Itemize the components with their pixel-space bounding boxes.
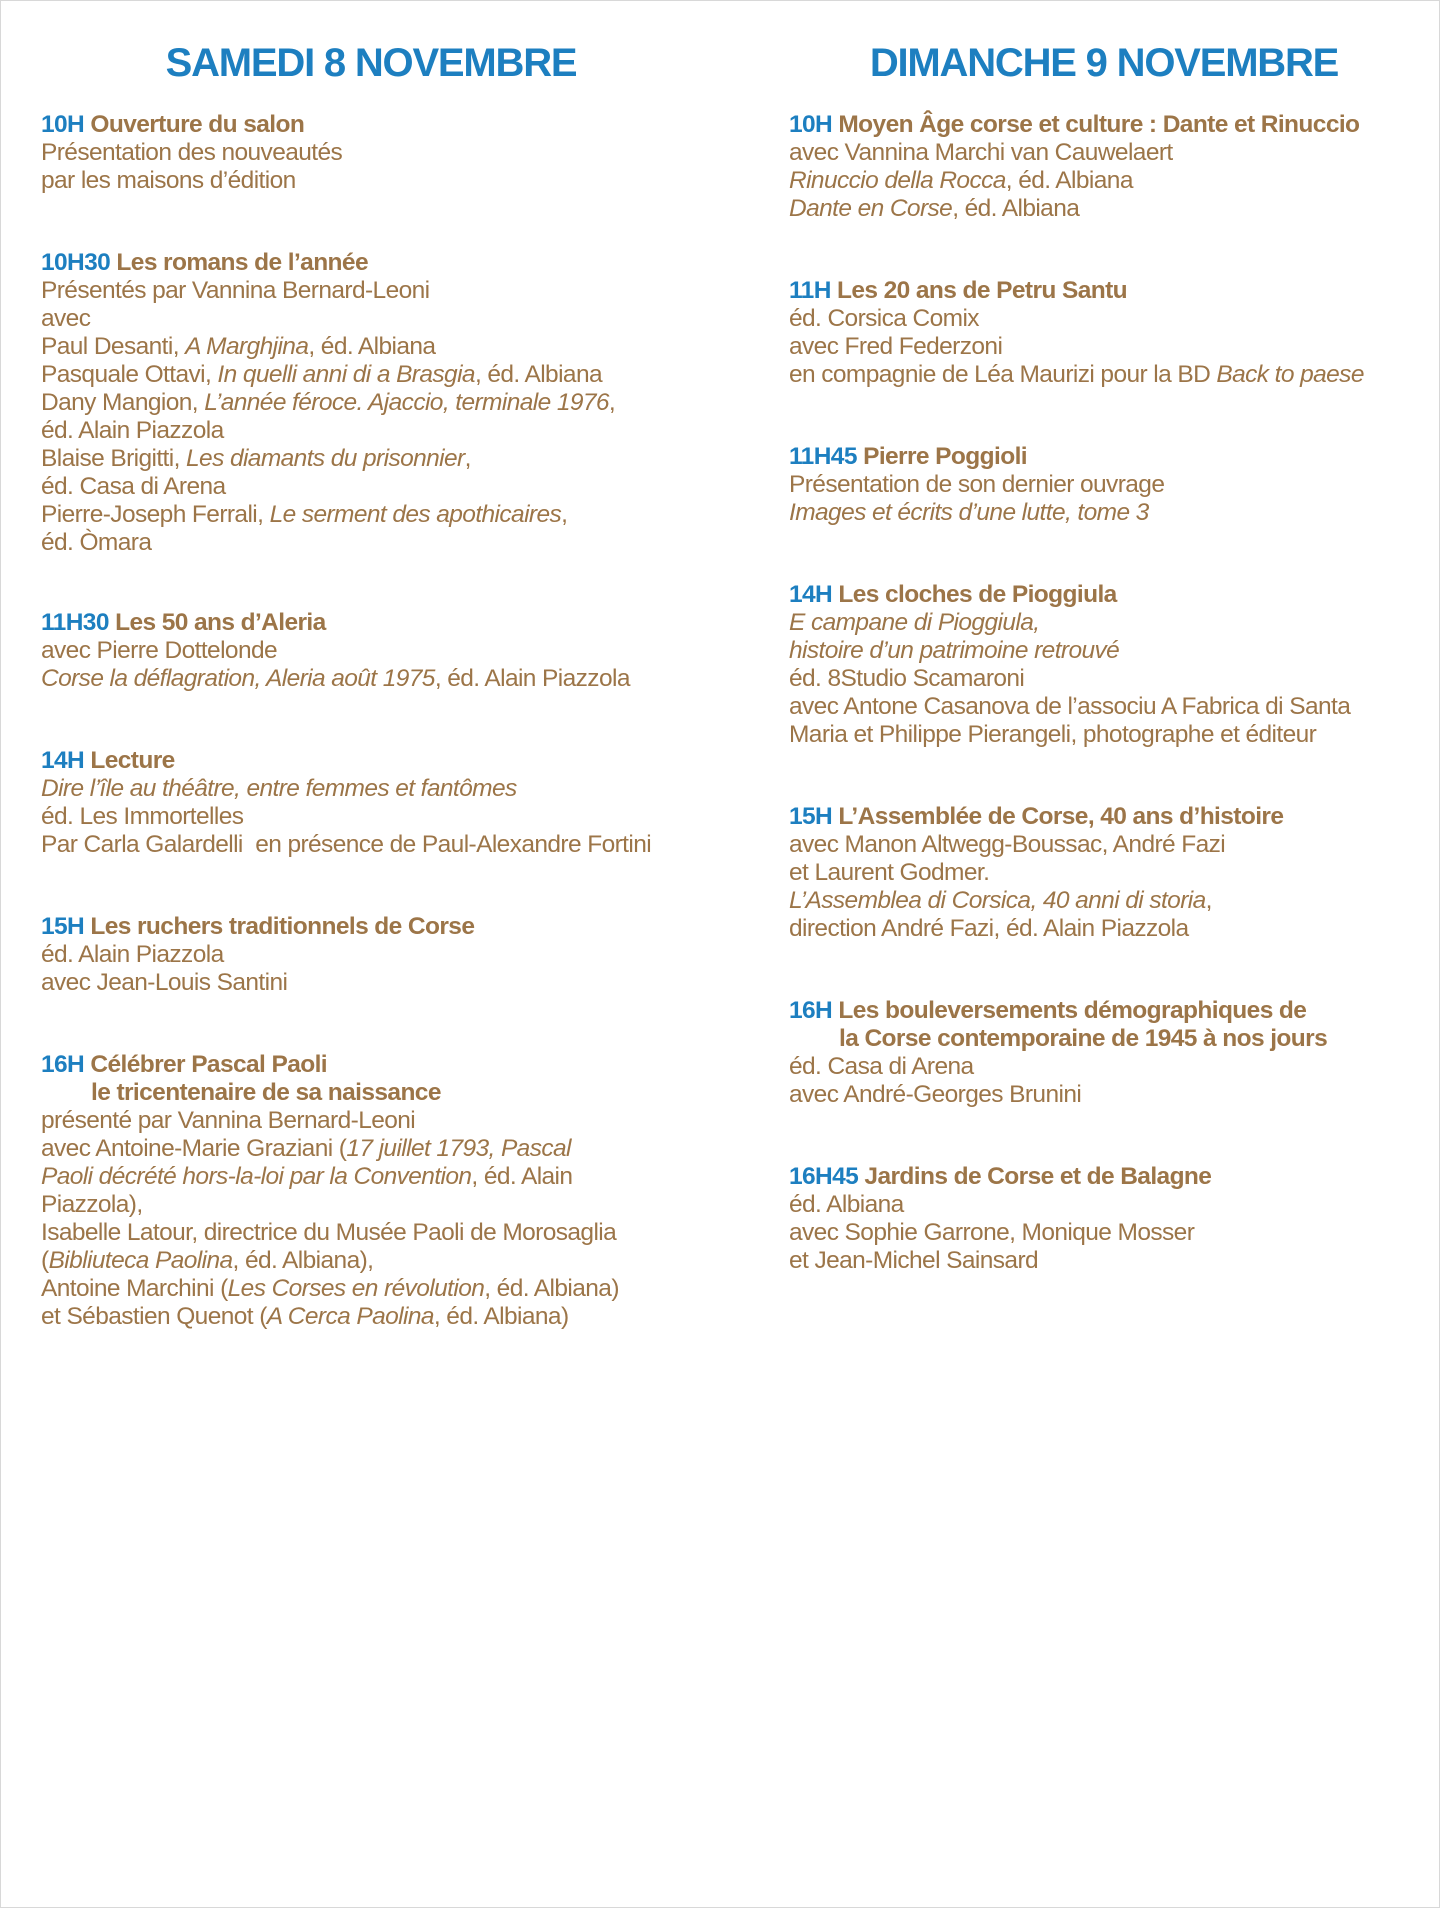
event-line: Par Carla Galardelli en présence de Paul-Alexandre Fortini — [41, 831, 652, 858]
program-event — [789, 277, 1364, 389]
event-title: Les ruchers traditionnels de Corse — [90, 913, 475, 940]
book-line: Pierre-Joseph Ferrali, Le serment des apothicaires, — [41, 501, 568, 528]
event-line: Dante en Corse, éd. Albiana — [789, 195, 1080, 222]
saturday-column — [41, 39, 721, 1330]
event-time: 11H30 — [41, 609, 109, 636]
event-time: 16H — [41, 1051, 85, 1078]
event-line: avec Antoine-Marie Graziani (17 juillet 1793, Pascal — [41, 1135, 571, 1162]
event-time: 16H — [789, 997, 833, 1024]
event-line: éd. Casa di Arena — [789, 1053, 974, 1080]
event-line: avec Fred Federzoni — [789, 333, 1003, 360]
event-title: Les 20 ans de Petru Santu — [837, 277, 1128, 304]
event-line: éd. Alain Piazzola — [41, 941, 224, 968]
event-title: Jardins de Corse et de Balagne — [864, 1163, 1212, 1190]
program-event — [789, 581, 1350, 749]
event-line: par les maisons d’édition — [41, 167, 296, 194]
event-line: éd. 8Studio Scamaroni — [789, 665, 1025, 692]
event-heading — [789, 581, 1350, 609]
event-time: 14H — [789, 581, 833, 608]
event-line: Rinuccio della Rocca, éd. Albiana — [789, 167, 1133, 194]
event-time: 11H — [789, 277, 831, 304]
event-line: et Sébastien Quenot (A Cerca Paolina, éd. Albiana) — [41, 1303, 569, 1330]
event-line: avec Pierre Dottelonde — [41, 637, 278, 664]
event-heading — [41, 913, 474, 941]
event-title: Les romans de l’année — [116, 249, 368, 276]
event-line: et Laurent Godmer. — [789, 859, 990, 886]
event-line: avec André-Georges Brunini — [789, 1081, 1082, 1108]
event-line: avec Antone Casanova de l’associu A Fabrica di Santa — [789, 693, 1351, 720]
event-line: Maria et Philippe Pierangeli, photographe et éditeur — [789, 721, 1317, 748]
event-time: 15H — [789, 803, 833, 830]
event-line: Antoine Marchini (Les Corses en révolution, éd. Albiana) — [41, 1275, 619, 1302]
event-title: Moyen Âge corse et culture : Dante et Rinuccio — [838, 111, 1360, 138]
event-time: 10H — [41, 111, 85, 138]
event-heading — [41, 1051, 619, 1107]
event-heading — [41, 609, 630, 637]
event-heading — [41, 249, 615, 277]
event-title: L’Assemblée de Corse, 40 ans d’histoire — [838, 803, 1284, 830]
event-title: Pierre Poggioli — [863, 443, 1027, 470]
program-event — [41, 111, 342, 195]
event-line: E campane di Pioggiula, — [789, 609, 1040, 636]
event-line: et Jean-Michel Sainsard — [789, 1247, 1039, 1274]
event-line: présenté par Vannina Bernard-Leoni — [41, 1107, 416, 1134]
event-time: 11H45 — [789, 443, 857, 470]
program-event — [41, 1051, 619, 1331]
event-heading — [789, 803, 1283, 831]
event-heading — [789, 1163, 1211, 1191]
event-title-cont: la Corse contemporaine de 1945 à nos jours — [839, 1025, 1328, 1052]
event-line: éd. Corsica Comix — [789, 305, 979, 332]
program-event — [789, 997, 1327, 1109]
program-event — [789, 803, 1283, 943]
event-line: Présentés par Vannina Bernard-Leoni — [41, 277, 430, 304]
program-event — [41, 747, 651, 859]
event-line: L’Assemblea di Corsica, 40 anni di storia, — [789, 887, 1212, 914]
event-line: Isabelle Latour, directrice du Musée Paoli de Morosaglia — [41, 1219, 617, 1246]
book-line: éd. Òmara — [41, 529, 152, 556]
event-line: éd. Albiana — [789, 1191, 904, 1218]
program-event — [41, 913, 474, 997]
event-heading — [41, 747, 651, 775]
book-line: Dany Mangion, L’année féroce. Ajaccio, terminale 1976, — [41, 389, 616, 416]
event-line: avec Vannina Marchi van Cauwelaert — [789, 139, 1173, 166]
event-time: 14H — [41, 747, 85, 774]
event-line: Paoli décrété hors-la-loi par la Convention, éd. Alain — [41, 1163, 573, 1190]
sunday-title: DIMANCHE 9 NOVEMBRE — [869, 41, 1339, 85]
event-line: avec — [41, 305, 91, 332]
program-event — [41, 609, 630, 693]
event-title-cont: le tricentenaire de sa naissance — [91, 1079, 441, 1106]
event-heading — [789, 443, 1164, 471]
event-line: en compagnie de Léa Maurizi pour la BD Back to paese — [789, 361, 1364, 388]
event-title: Lecture — [90, 747, 175, 774]
event-time: 15H — [41, 913, 85, 940]
event-heading — [789, 277, 1364, 305]
event-title: Les 50 ans d’Aleria — [115, 609, 326, 636]
event-time: 10H — [789, 111, 833, 138]
book-line: éd. Alain Piazzola — [41, 417, 224, 444]
event-line: Piazzola), — [41, 1191, 143, 1218]
event-line: Présentation des nouveautés — [41, 139, 343, 166]
event-line: éd. Les Immortelles — [41, 803, 244, 830]
sunday-column — [789, 39, 1429, 1274]
event-title: Célébrer Pascal Paoli — [90, 1051, 327, 1078]
saturday-title: SAMEDI 8 NOVEMBRE — [165, 41, 577, 85]
event-line: avec Sophie Garrone, Monique Mosser — [789, 1219, 1195, 1246]
event-title: Ouverture du salon — [90, 111, 305, 138]
event-heading — [41, 111, 342, 139]
event-line: avec Jean-Louis Santini — [41, 969, 288, 996]
event-line: Dire l’île au théâtre, entre femmes et fantômes — [41, 775, 517, 802]
program-event — [789, 111, 1359, 223]
program-event — [789, 443, 1164, 527]
event-line: Présentation de son dernier ouvrage — [789, 471, 1165, 498]
event-heading — [789, 997, 1327, 1053]
event-heading — [789, 111, 1359, 139]
event-time: 10H30 — [41, 249, 111, 276]
event-line: histoire d’un patrimoine retrouvé — [789, 637, 1120, 664]
book-line: Paul Desanti, A Marghjina, éd. Albiana — [41, 333, 436, 360]
book-line: éd. Casa di Arena — [41, 473, 226, 500]
event-line: Corse la déflagration, Aleria août 1975, éd. Alain Piazzola — [41, 665, 630, 692]
event-line: Images et écrits d’une lutte, tome 3 — [789, 499, 1149, 526]
program-event — [41, 249, 615, 557]
event-line: direction André Fazi, éd. Alain Piazzola — [789, 915, 1189, 942]
program-event — [789, 1163, 1211, 1275]
event-line: avec Manon Altwegg-Boussac, André Fazi — [789, 831, 1226, 858]
event-line: (Bibliuteca Paolina, éd. Albiana), — [41, 1247, 374, 1274]
book-line: Pasquale Ottavi, In quelli anni di a Brasgia, éd. Albiana — [41, 361, 602, 388]
book-line: Blaise Brigitti, Les diamants du prisonnier, — [41, 445, 471, 472]
event-title: Les bouleversements démographiques de — [838, 997, 1307, 1024]
event-title: Les cloches de Pioggiula — [838, 581, 1117, 608]
event-time: 16H45 — [789, 1163, 859, 1190]
